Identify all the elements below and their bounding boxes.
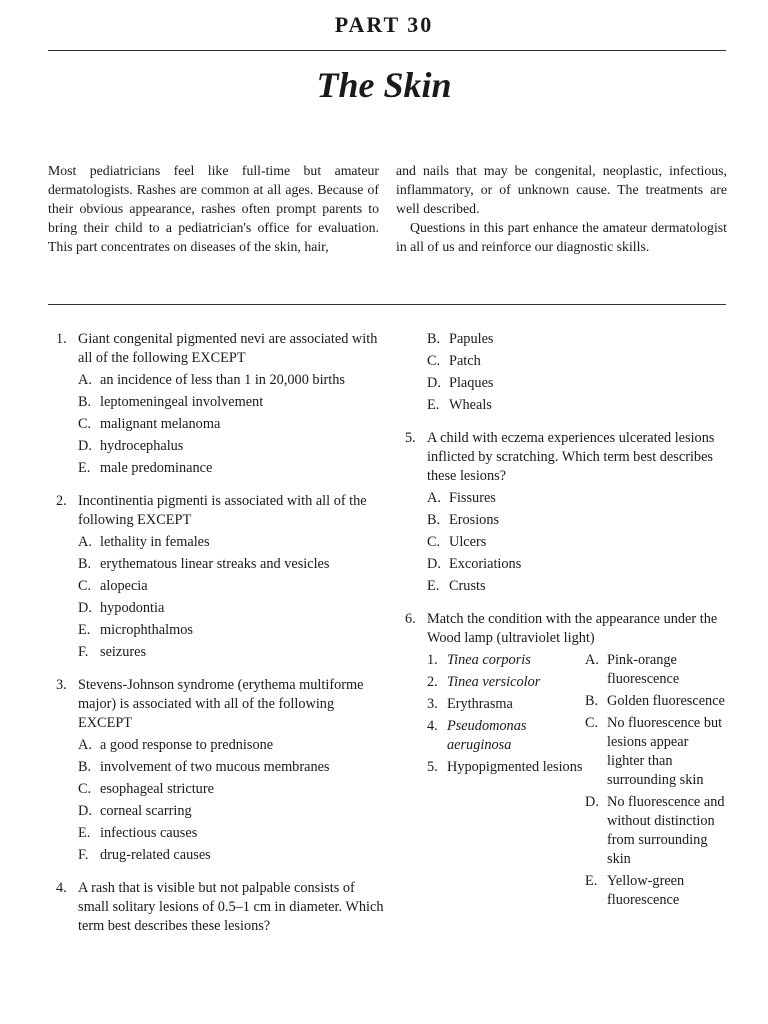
questions-right-column xyxy=(405,330,727,927)
appearance-item: D. No fluorescence and without distinction from surrounding skin xyxy=(585,794,725,867)
answer-option: A. an incidence of less than 1 in 20,000 births xyxy=(78,372,345,388)
question-stem: Incontinentia pigmenti is associated with all of the following EXCEPT xyxy=(78,493,367,528)
condition-item: 1. Tinea corporis xyxy=(427,652,531,668)
question-number: 6. xyxy=(405,611,416,627)
answer-option: D. hypodontia xyxy=(78,600,165,616)
answer-option: F. drug-related causes xyxy=(78,847,211,863)
matching-table xyxy=(427,651,727,913)
answer-option: D. hydrocephalus xyxy=(78,438,184,454)
answer-option: D. corneal scarring xyxy=(78,803,192,819)
question-number: 3. xyxy=(56,677,67,693)
appearance-item: E. Yellow-green fluorescence xyxy=(585,873,685,908)
intro-right-column xyxy=(396,162,727,257)
answer-option: C. Patch xyxy=(427,353,481,369)
questions-left-column xyxy=(56,330,386,950)
answer-option: E. infectious causes xyxy=(78,825,198,841)
question-stem: Match the condition with the appearance under the Wood lamp (ultraviolet light) xyxy=(427,611,718,646)
answer-option: B. involvement of two mucous membranes xyxy=(78,759,330,775)
appearance-item: C. No fluorescence but lesions appear lighter than surrounding skin xyxy=(585,715,723,788)
answer-option: A. lethality in females xyxy=(78,534,210,550)
answer-option: A. Fissures xyxy=(427,490,496,506)
appearance-item: B. Golden fluorescence xyxy=(585,693,725,709)
question-number: 1. xyxy=(56,331,67,347)
question-3 xyxy=(56,676,386,865)
intro-paragraph: Questions in this part enhance the amateur dermatologist in all of us and reinforce our diagnostic skills. xyxy=(396,219,727,254)
answer-option: E. microphthalmos xyxy=(78,622,193,638)
section-rule xyxy=(48,304,726,305)
question-2 xyxy=(56,492,386,662)
condition-list xyxy=(427,651,585,913)
intro-paragraph: and nails that may be congenital, neoplastic, infectious, inflammatory, or of unknown cause. The treatments are well described. xyxy=(396,163,727,216)
question-number: 5. xyxy=(405,430,416,446)
question-stem: A rash that is visible but not palpable consists of small solitary lesions of 0.5–1 cm in diameter. Which term best describes these lesions? xyxy=(78,880,384,934)
answer-option: C. esophageal stricture xyxy=(78,781,214,797)
header-rule xyxy=(48,50,726,51)
answer-option: B. leptomeningeal involvement xyxy=(78,394,264,410)
answer-option: E. male predominance xyxy=(78,460,213,476)
condition-item: 4. Pseudomonas aeruginosa xyxy=(427,718,527,753)
chapter-title: The Skin xyxy=(316,65,452,105)
answer-option: C. alopecia xyxy=(78,578,148,594)
part-label: PART 30 xyxy=(334,12,434,37)
condition-item: 5. Hypopigmented lesions xyxy=(427,759,583,775)
condition-item: 3. Erythrasma xyxy=(427,696,513,712)
answer-option: D. Plaques xyxy=(427,375,494,391)
answer-option: B. Erosions xyxy=(427,512,500,528)
question-4-continued xyxy=(405,330,727,415)
intro-paragraph: Most pediatricians feel like full-time but amateur dermatologists. Rashes are common at all ages. Because of their obvious appearance, rashes often prompt parents to bring their child to a pediatrician's office for evaluation. This part concentrates on diseases of the skin, hair, xyxy=(48,163,379,254)
answer-option: B. erythematous linear streaks and vesicles xyxy=(78,556,330,572)
question-stem: A child with eczema experiences ulcerated lesions inflicted by scratching. Which term best describes these lesions? xyxy=(427,430,715,484)
question-stem: Stevens-Johnson syndrome (erythema multiforme major) is associated with all of the following EXCEPT xyxy=(78,677,364,731)
answer-option: C. malignant melanoma xyxy=(78,416,221,432)
answer-option: D. Excoriations xyxy=(427,556,522,572)
question-stem: Giant congenital pigmented nevi are associated with all of the following EXCEPT xyxy=(78,331,378,366)
answer-option: B. Papules xyxy=(427,331,494,347)
question-6 xyxy=(405,610,727,913)
question-4 xyxy=(56,879,386,936)
answer-option: E. Crusts xyxy=(427,578,486,594)
intro-left-column xyxy=(48,162,379,257)
answer-option: A. a good response to prednisone xyxy=(78,737,274,753)
answer-option: E. Wheals xyxy=(427,397,492,413)
appearance-list xyxy=(585,651,727,913)
appearance-item: A. Pink-orange fluorescence xyxy=(585,652,680,687)
question-1 xyxy=(56,330,386,478)
question-5 xyxy=(405,429,727,596)
condition-item: 2. Tinea versicolor xyxy=(427,674,541,690)
answer-option: F. seizures xyxy=(78,644,147,660)
question-number: 4. xyxy=(56,880,67,896)
question-number: 2. xyxy=(56,493,67,509)
answer-option: C. Ulcers xyxy=(427,534,487,550)
